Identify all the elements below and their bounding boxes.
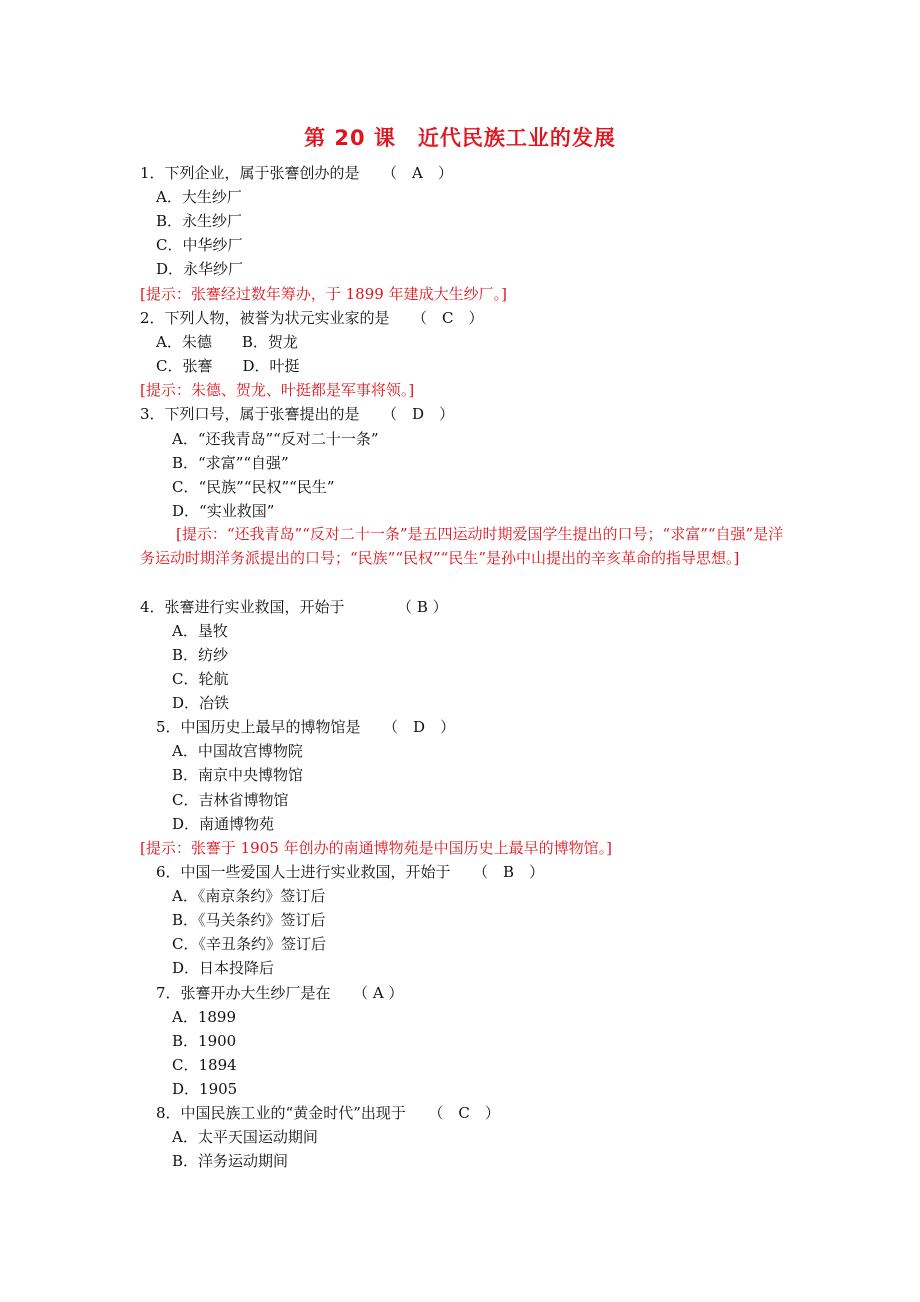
question-7-option-b: B．1900 [172, 1032, 237, 1050]
question-6-option-d: D．日本投降后 [172, 959, 275, 977]
question-1-option-b: B．永生纱厂 [156, 212, 243, 230]
question-1-stem: 1．下列企业，属于张謇创办的是 （ A ） [140, 164, 453, 182]
question-3-option-c: C．“民族”“民权”“民生” [172, 478, 335, 496]
question-2-stem: 2．下列人物，被誉为状元实业家的是 （ C ） [140, 309, 484, 327]
question-8-stem: 8．中国民族工业的“黄金时代”出现于 （ C ） [156, 1104, 500, 1122]
question-7-stem: 7．张謇开办大生纱厂是在 （ A ） [156, 984, 404, 1002]
question-2-hint: [提示：朱德、贺龙、叶挺都是军事将领。] [140, 381, 415, 399]
question-2-options-row-1: A．朱德 B．贺龙 [156, 333, 298, 351]
question-1-option-a: A．大生纱厂 [156, 188, 242, 206]
question-6-option-a: A．《南京条约》签订后 [172, 887, 326, 905]
question-3-option-d: D．“实业救国” [172, 502, 275, 520]
question-6-option-b: B．《马关条约》签订后 [172, 911, 326, 929]
question-3-option-a: A．“还我青岛”“反对二十一条” [172, 430, 379, 448]
question-3-hint: [提示：“还我青岛”“反对二十一条”是五四运动时期爱国学生提出的口号；“求富”“自强”是洋务运动时期洋务派提出的口号；“民族”“民权”“民生”是孙中山提出的辛亥革命的指导思想。] [140, 525, 784, 567]
question-5-option-d: D．南通博物苑 [172, 815, 275, 833]
question-1-option-c: C．中华纱厂 [156, 236, 243, 254]
question-1-option-d: D．永华纱厂 [156, 260, 244, 278]
question-3-stem: 3．下列口号，属于张謇提出的是 （ D ） [140, 405, 455, 423]
question-4-option-b: B．纺纱 [172, 646, 229, 664]
question-4-stem: 4．张謇进行实业救国，开始于 （ B ） [140, 598, 448, 616]
question-7-option-a: A．1899 [172, 1008, 237, 1026]
question-8-option-b: B．洋务运动期间 [172, 1152, 289, 1170]
page-title: 第 20 课 近代民族工业的发展 [304, 126, 616, 150]
question-5-hint: [提示：张謇于 1905 年创办的南通博物苑是中国历史上最早的博物馆。] [140, 839, 612, 857]
question-4-option-d: D．冶铁 [172, 694, 230, 712]
question-7-option-c: C．1894 [172, 1056, 237, 1074]
question-8-option-a: A．太平天国运动期间 [172, 1128, 318, 1146]
question-6-stem: 6．中国一些爱国人士进行实业救国，开始于 （ B ） [156, 863, 545, 881]
question-5-option-b: B．南京中央博物馆 [172, 766, 304, 784]
question-6-option-c: C．《辛丑条约》签订后 [172, 935, 326, 953]
question-5-option-a: A．中国故宫博物院 [172, 742, 303, 760]
question-4-option-a: A．垦牧 [172, 622, 228, 640]
question-5-option-c: C．吉林省博物馆 [172, 791, 289, 809]
question-5-stem: 5．中国历史上最早的博物馆是 （ D ） [156, 718, 456, 736]
question-1-hint: [提示：张謇经过数年筹办，于 1899 年建成大生纱厂。] [140, 285, 507, 303]
question-3-option-b: B．“求富”“自强” [172, 454, 289, 472]
question-4-option-c: C．轮航 [172, 670, 229, 688]
question-7-option-d: D．1905 [172, 1080, 238, 1098]
question-2-options-row-2: C．张謇 D．叶挺 [156, 357, 300, 375]
